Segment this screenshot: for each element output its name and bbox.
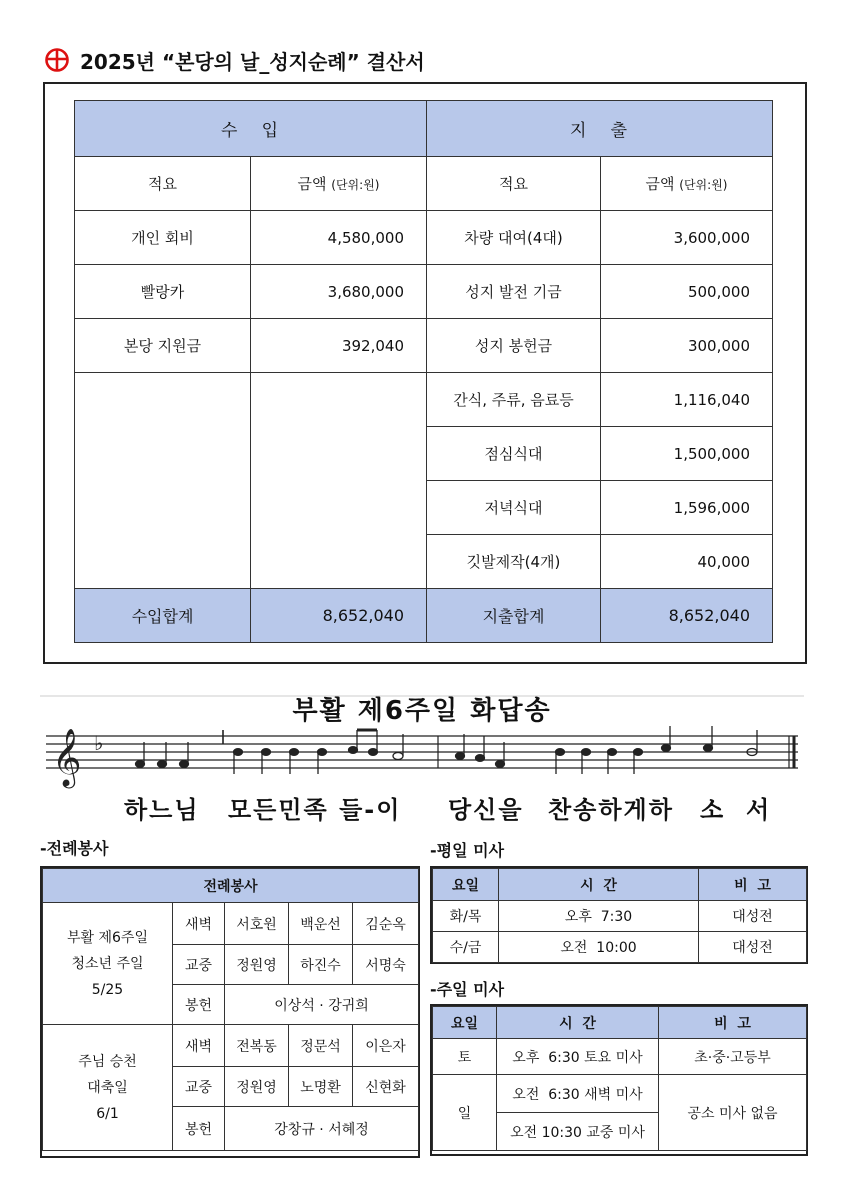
- table-row: [75, 265, 773, 319]
- income-empty-cell: [75, 373, 251, 589]
- role-label: 봉헌: [173, 1107, 225, 1151]
- expense-item: 저녁식대: [427, 481, 601, 535]
- mass-note: 공소 미사 없음: [659, 1075, 807, 1151]
- expense-total-label: 지출합계: [427, 589, 601, 643]
- liturgy-table-title: 전례봉사: [43, 869, 419, 903]
- offertory-names: 강창규 · 서혜정: [225, 1107, 419, 1151]
- offertory-names: 이상석 · 강귀희: [225, 985, 419, 1025]
- server-name: 노명환: [289, 1067, 353, 1107]
- expense-item: 점심식대: [427, 427, 601, 481]
- finance-table: [74, 100, 773, 643]
- sunday-mass-table: [432, 1006, 807, 1151]
- lyric: 찬송하게하: [548, 796, 674, 824]
- expense-item: 깃발제작(4개): [427, 535, 601, 589]
- expense-total: 8,652,040: [601, 589, 773, 643]
- mass-time: 오전 10:00: [499, 932, 699, 963]
- col-header-note: 비 고: [699, 869, 807, 901]
- liturgy-table: [42, 868, 419, 1151]
- income-item: 개인 회비: [75, 211, 251, 265]
- server-name: 정원영: [225, 945, 289, 985]
- expense-item: 성지 발전 기금: [427, 265, 601, 319]
- expense-item: 차량 대여(4대): [427, 211, 601, 265]
- mass-note: 초·중·고등부: [659, 1039, 807, 1075]
- mass-note: 대성전: [699, 932, 807, 963]
- income-header: 수 입: [75, 101, 427, 157]
- psalm-title: 부활 제6주일 화답송: [292, 696, 552, 726]
- expense-amount-header: 금액 (단위:원): [601, 157, 773, 211]
- liturgy-date-cell: 부활 제6주일 청소년 주일 5/25: [43, 903, 173, 1025]
- lyric: 소: [700, 796, 726, 824]
- expense-item: 성지 봉헌금: [427, 319, 601, 373]
- liturgy-date-cell: 주님 승천 대축일 6/1: [43, 1025, 173, 1151]
- mass-day: 화/목: [433, 901, 499, 932]
- expense-amount: 1,116,040: [601, 373, 773, 427]
- mass-day: 수/금: [433, 932, 499, 963]
- lyric: 하느님: [124, 796, 200, 824]
- server-name: 김순옥: [353, 903, 419, 945]
- table-row: [75, 211, 773, 265]
- mass-note: 대성전: [699, 901, 807, 932]
- role-label: 새벽: [173, 1025, 225, 1067]
- mass-time: 오전 10:30 교중 미사: [497, 1113, 659, 1151]
- income-item: 빨랑카: [75, 265, 251, 319]
- psalm-music: [40, 690, 804, 830]
- table-row: [75, 319, 773, 373]
- server-name: 백운선: [289, 903, 353, 945]
- flat-sign-icon: ♭: [94, 731, 104, 755]
- role-label: 봉헌: [173, 985, 225, 1025]
- mass-time: 오후 6:30 토요 미사: [497, 1039, 659, 1075]
- income-amount: 3,680,000: [251, 265, 427, 319]
- title-text: 2025년 “본당의 날_성지순례” 결산서: [80, 49, 425, 74]
- col-header-day: 요일: [433, 869, 499, 901]
- income-item-header: 적요: [75, 157, 251, 211]
- server-name: 정문석: [289, 1025, 353, 1067]
- lyric: 모든민족 들-이: [228, 796, 402, 824]
- weekday-mass-table: [432, 868, 807, 963]
- parish-cross-logo-icon: [44, 47, 70, 73]
- mass-day: 일: [433, 1075, 497, 1151]
- table-row: [433, 932, 807, 963]
- expense-amount: 500,000: [601, 265, 773, 319]
- role-label: 교중: [173, 945, 225, 985]
- server-name: 서명숙: [353, 945, 419, 985]
- expense-item-header: 적요: [427, 157, 601, 211]
- table-row: [433, 1039, 807, 1075]
- server-name: 서호원: [225, 903, 289, 945]
- treble-clef-icon: 𝄞: [52, 728, 82, 786]
- income-amount: 4,580,000: [251, 211, 427, 265]
- server-name: 신현화: [353, 1067, 419, 1107]
- income-amount: 392,040: [251, 319, 427, 373]
- col-header-note: 비 고: [659, 1007, 807, 1039]
- income-total-label: 수입합계: [75, 589, 251, 643]
- mass-day: 토: [433, 1039, 497, 1075]
- totals-row: [75, 589, 773, 643]
- expense-amount: 3,600,000: [601, 211, 773, 265]
- income-amount-header: 금액 (단위:원): [251, 157, 427, 211]
- server-name: 하진수: [289, 945, 353, 985]
- expense-amount: 300,000: [601, 319, 773, 373]
- server-name: 정원영: [225, 1067, 289, 1107]
- mass-time: 오후 7:30: [499, 901, 699, 932]
- income-total: 8,652,040: [251, 589, 427, 643]
- table-row: [433, 901, 807, 932]
- sunday-section-label: -주일 미사: [430, 980, 505, 999]
- expense-header: 지 출: [427, 101, 773, 157]
- table-row: [433, 1075, 807, 1113]
- expense-amount: 40,000: [601, 535, 773, 589]
- role-label: 교중: [173, 1067, 225, 1107]
- expense-amount: 1,500,000: [601, 427, 773, 481]
- lyric: 당신을: [448, 796, 524, 824]
- document-title: [44, 44, 425, 76]
- expense-amount: 1,596,000: [601, 481, 773, 535]
- lyric: 서: [746, 796, 772, 824]
- col-header-time: 시 간: [497, 1007, 659, 1039]
- income-item: 본당 지원금: [75, 319, 251, 373]
- weekday-section-label: -평일 미사: [430, 841, 505, 860]
- server-name: 이은자: [353, 1025, 419, 1067]
- col-header-day: 요일: [433, 1007, 497, 1039]
- col-header-time: 시 간: [499, 869, 699, 901]
- expense-item: 간식, 주류, 음료등: [427, 373, 601, 427]
- mass-time: 오전 6:30 새벽 미사: [497, 1075, 659, 1113]
- music-staff: [40, 690, 804, 790]
- role-label: 새벽: [173, 903, 225, 945]
- server-name: 전복동: [225, 1025, 289, 1067]
- liturgy-section-label: -전례봉사: [40, 839, 109, 858]
- table-row: [75, 373, 773, 427]
- income-empty-cell: [251, 373, 427, 589]
